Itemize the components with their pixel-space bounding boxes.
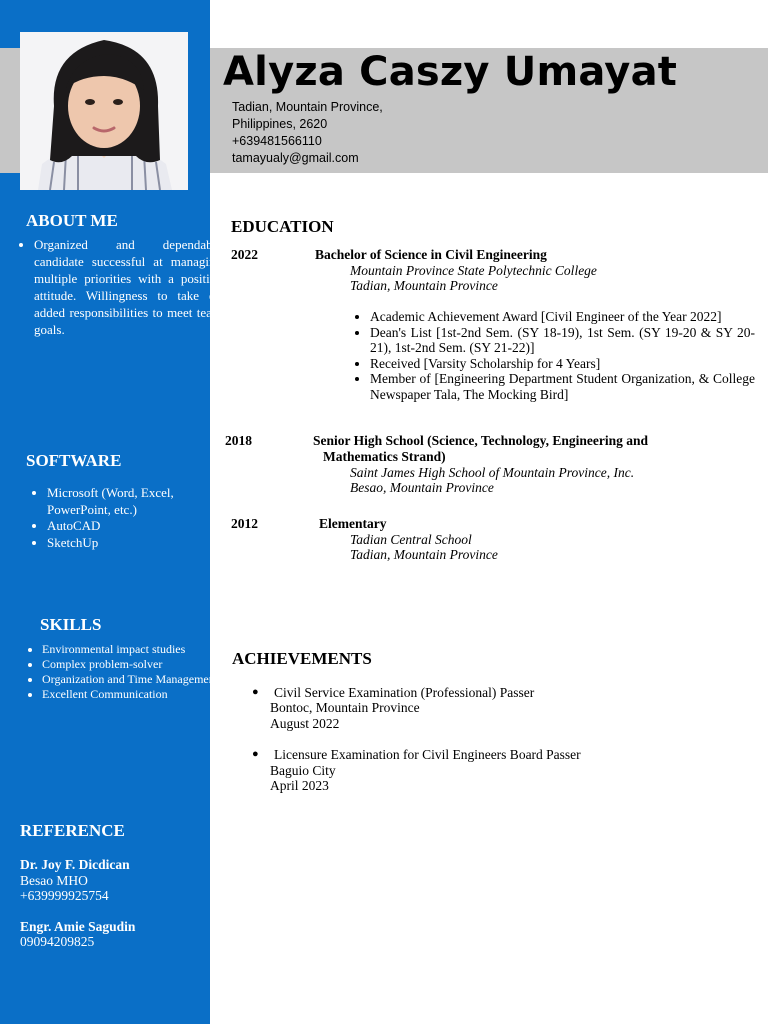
- header-band-left: [0, 48, 20, 173]
- reference-1-line2: +639999925754: [20, 888, 109, 903]
- software-item: • SketchUp: [47, 535, 227, 552]
- address-line-2: Philippines, 2620: [232, 117, 328, 131]
- achievement-title: Licensure Examination for Civil Engineers Board Passer: [274, 747, 581, 762]
- candidate-name: Alyza Caszy Umayat: [223, 49, 678, 95]
- contact-info: [232, 99, 383, 167]
- education-details: [348, 309, 755, 402]
- education-location: Besao, Mountain Province: [350, 480, 494, 495]
- profile-photo: [20, 32, 188, 190]
- skill-item: • Environmental impact studies: [42, 642, 227, 657]
- education-detail-item: • Dean's List [1st-2nd Sem. (SY 18-19), 1st Sem. (SY 19-20 & SY 20-21), 1st-2nd Sem. (SY 21-22)]: [370, 325, 755, 356]
- achievement-place: Baguio City: [270, 763, 336, 778]
- bullet-icon: ●: [252, 686, 259, 698]
- education-location: Tadian, Mountain Province: [350, 278, 498, 293]
- software-item: • Microsoft (Word, Excel, PowerPoint, etc.): [47, 485, 227, 518]
- achievement-title: Civil Service Examination (Professional) Passer: [274, 685, 535, 700]
- education-detail-item: • Academic Achievement Award [Civil Engineer of the Year 2022]: [370, 309, 755, 325]
- reference-2-name: [20, 919, 135, 935]
- about-list: [12, 236, 222, 338]
- reference-1-name: [20, 857, 130, 873]
- education-school: Tadian Central School: [350, 532, 472, 547]
- about-text: • Organized and dependable candidate successful at managing multiple priorities with a positive attitude. Willingness to take on added responsibilities to meet team goals.: [34, 236, 222, 338]
- skills-list: [20, 642, 227, 702]
- reference-heading: REFERENCE: [20, 821, 125, 840]
- education-heading: EDUCATION: [231, 217, 334, 236]
- education-year: 2012: [231, 516, 258, 531]
- reference-1-line1: Besao MHO: [20, 873, 88, 888]
- address-line-1: Tadian, Mountain Province,: [232, 100, 383, 114]
- software-list: [25, 485, 227, 551]
- education-degree: Bachelor of Science in Civil Engineering: [315, 247, 547, 262]
- software-item: • AutoCAD: [47, 518, 227, 535]
- education-detail-item: • Received [Varsity Scholarship for 4 Years]: [370, 356, 755, 372]
- about-heading: ABOUT ME: [26, 211, 118, 230]
- email-address: tamayualy@gmail.com: [232, 151, 359, 165]
- bullet-icon: ●: [252, 748, 259, 760]
- education-location: Tadian, Mountain Province: [350, 547, 498, 562]
- education-year: 2018: [225, 433, 252, 448]
- education-degree-line1: Senior High School (Science, Technology, Engineering and: [313, 433, 649, 448]
- education-detail-item: • Member of [Engineering Department Student Organization, & College Newspaper Tala, The Mocking Bird]: [370, 371, 755, 402]
- phone-number: +639481566110: [232, 134, 322, 148]
- skill-item: • Complex problem-solver: [42, 657, 227, 672]
- software-heading: SOFTWARE: [26, 451, 122, 470]
- achievement-place: Bontoc, Mountain Province: [270, 700, 420, 715]
- education-degree-line2: Mathematics Strand): [323, 449, 446, 464]
- achievements-heading: ACHIEVEMENTS: [232, 649, 372, 668]
- achievement-date: August 2022: [270, 716, 340, 731]
- education-school: Saint James High School of Mountain Province, Inc.: [350, 465, 635, 480]
- reference-name: Engr. Amie Sagudin: [20, 919, 136, 934]
- skill-item: • Organization and Time Management: [42, 672, 227, 687]
- achievement-date: April 2023: [270, 778, 329, 793]
- skills-heading: SKILLS: [40, 615, 102, 634]
- skill-item: • Excellent Communication: [42, 687, 227, 702]
- education-degree: Elementary: [319, 516, 387, 531]
- reference-2-line1: 09094209825: [20, 934, 95, 949]
- reference-name: Dr. Joy F. Dicdican: [20, 857, 130, 872]
- education-school: Mountain Province State Polytechnic College: [350, 263, 597, 278]
- education-year: 2022: [231, 247, 258, 262]
